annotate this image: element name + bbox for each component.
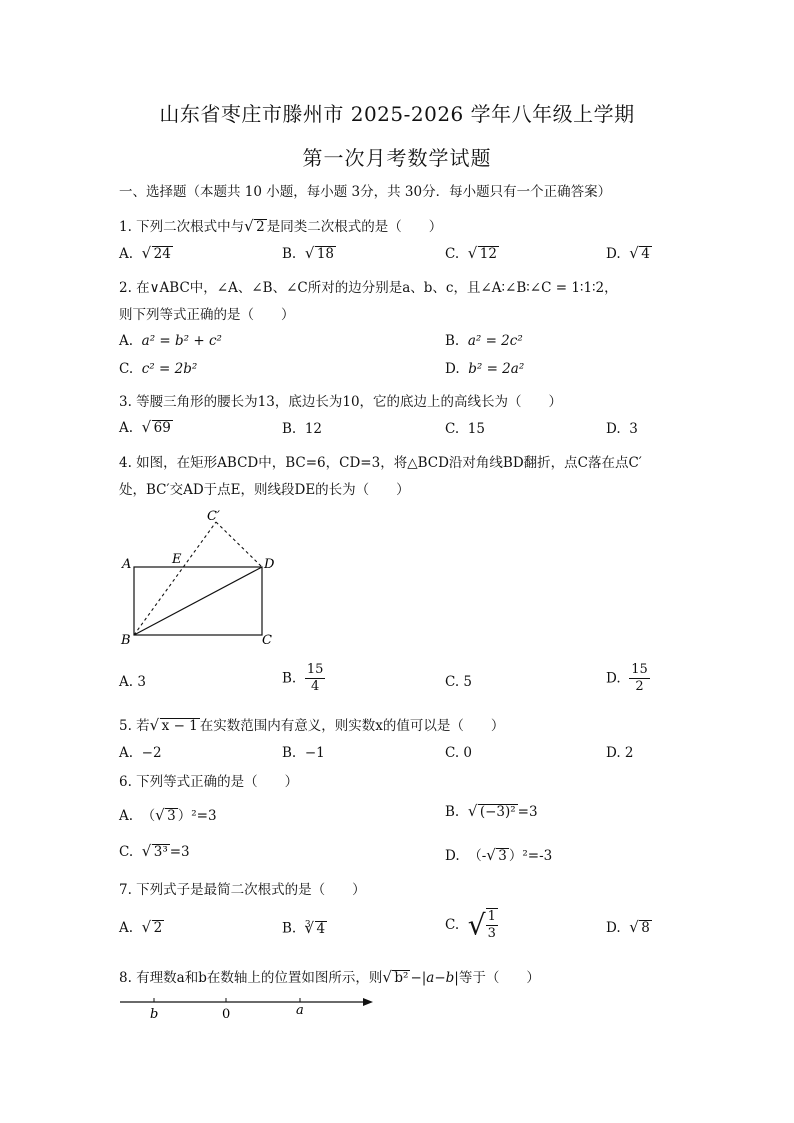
q4-option-c[interactable]: C. 5 (445, 674, 473, 690)
rectangle-fold-figure (112, 505, 292, 650)
q2-option-a[interactable]: A. a² = b² + c² (119, 333, 222, 349)
q5-option-b[interactable]: B. −1 (282, 745, 325, 761)
q4-option-d[interactable]: D. $\frac{15}{2}$ (606, 662, 648, 694)
question-1 (119, 215, 442, 235)
number-line-figure (115, 992, 385, 1024)
section-heading: 一、选择题（本题共 10 小题，每小题 3分，共 30分．每小题只有一个正确答案） (119, 184, 612, 200)
label-b: B (121, 633, 131, 648)
axis-label-b: b (150, 1007, 159, 1022)
question-2-line2: 则下列等式正确的是（ ） (119, 307, 295, 323)
q4-option-b[interactable]: B. $\frac{15}{4}$ (282, 662, 324, 694)
diagonal-bd (134, 567, 262, 635)
q1-option-b[interactable]: B. √ 18 (282, 246, 336, 262)
label-a: A (122, 557, 132, 572)
q7-option-b[interactable]: B. $^3$√ 4 (282, 920, 327, 937)
q6-option-c[interactable]: C. √ 3³ =3 (119, 844, 190, 860)
q6-option-d[interactable]: D. （-√ 3 ）²=-3 (445, 844, 552, 864)
q2-option-b[interactable]: B. a² = 2c² (445, 333, 523, 349)
axis-label-a: a (296, 1003, 304, 1018)
q4-option-a[interactable]: A. 3 (119, 674, 146, 690)
question-8: 8. 有理数a和b在数轴上的位置如图所示，则√ b² −|a−b|等于（ ） (119, 966, 540, 986)
question-7: 7. 下列式子是最简二次根式的是（ ） (119, 882, 366, 898)
arrow-right-icon (363, 998, 373, 1006)
q6-option-b[interactable]: B. √ (−3)² =3 (445, 804, 538, 820)
exam-title-line1: 山东省枣庄市滕州市 2025-2026 学年八年级上学期 (159, 102, 635, 126)
q3-option-a[interactable]: A. √ 69 (119, 420, 173, 436)
axis-label-zero: 0 (222, 1007, 231, 1022)
q1-option-a[interactable]: A. √ 24 (119, 246, 173, 262)
question-6: 6. 下列等式正确的是（ ） (119, 774, 299, 790)
question-4-line2: 处，BC′交AD于点E，则线段DE的长为（ ） (119, 482, 410, 498)
q6-option-a[interactable]: A. （√ 3 ）²=3 (119, 804, 217, 824)
question-5: 5. 若√ x − 1 在实数范围内有意义，则实数x的值可以是（ ） (119, 714, 504, 734)
q7-option-d[interactable]: D. √ 8 (606, 920, 652, 936)
q3-option-b[interactable]: B. 12 (282, 421, 322, 437)
q3-option-d[interactable]: D. 3 (606, 421, 638, 437)
q2-option-d[interactable]: D. b² = 2a² (445, 361, 525, 377)
fold-line-c-prime-d (216, 522, 262, 567)
q5-option-c[interactable]: C. 0 (445, 745, 473, 761)
q5-radical: √ x − 1 (151, 718, 200, 734)
q3-option-c[interactable]: C. 15 (445, 421, 485, 437)
question-4-line1: 4. 如图，在矩形ABCD中，BC=6，CD=3，将△BCD沿对角线BD翻折，点C落在点C′ (119, 455, 642, 471)
label-d: D (264, 557, 275, 572)
question-2-line1: 2. 在∨ABC中，∠A、∠B、∠C所对的边分别是a、b、c，且∠A∶∠B∶∠C = 1∶1∶2， (119, 280, 618, 296)
exam-title-line2: 第一次月考数学试题 (302, 146, 492, 170)
q7-option-c[interactable]: C. √ $\frac{1}{3}$ (445, 908, 496, 942)
q8-radical: √ b² (383, 970, 410, 986)
q5-option-a[interactable]: A. −2 (119, 745, 162, 761)
label-c-prime: C′ (207, 509, 220, 524)
q7-option-a[interactable]: A. √ 2 (119, 920, 164, 936)
q2-option-c[interactable]: C. c² = 2b² (119, 361, 198, 377)
question-3: 3. 等腰三角形的腰长为13，底边长为10，它的底边上的高线长为（ ） (119, 394, 563, 410)
q1-text-post: 是同类二次根式的是（ ） (266, 219, 443, 235)
label-e: E (172, 552, 182, 567)
q1-option-c[interactable]: C. √ 12 (445, 246, 499, 262)
q1-option-d[interactable]: D. √ 4 (606, 246, 652, 262)
label-c: C (262, 633, 272, 648)
fold-line-bc-prime (134, 522, 216, 635)
q1-text-pre: 1. 下列二次根式中与 (119, 219, 245, 235)
q1-radical: √ 2 (245, 219, 267, 235)
q5-option-d[interactable]: D. 2 (606, 745, 634, 761)
